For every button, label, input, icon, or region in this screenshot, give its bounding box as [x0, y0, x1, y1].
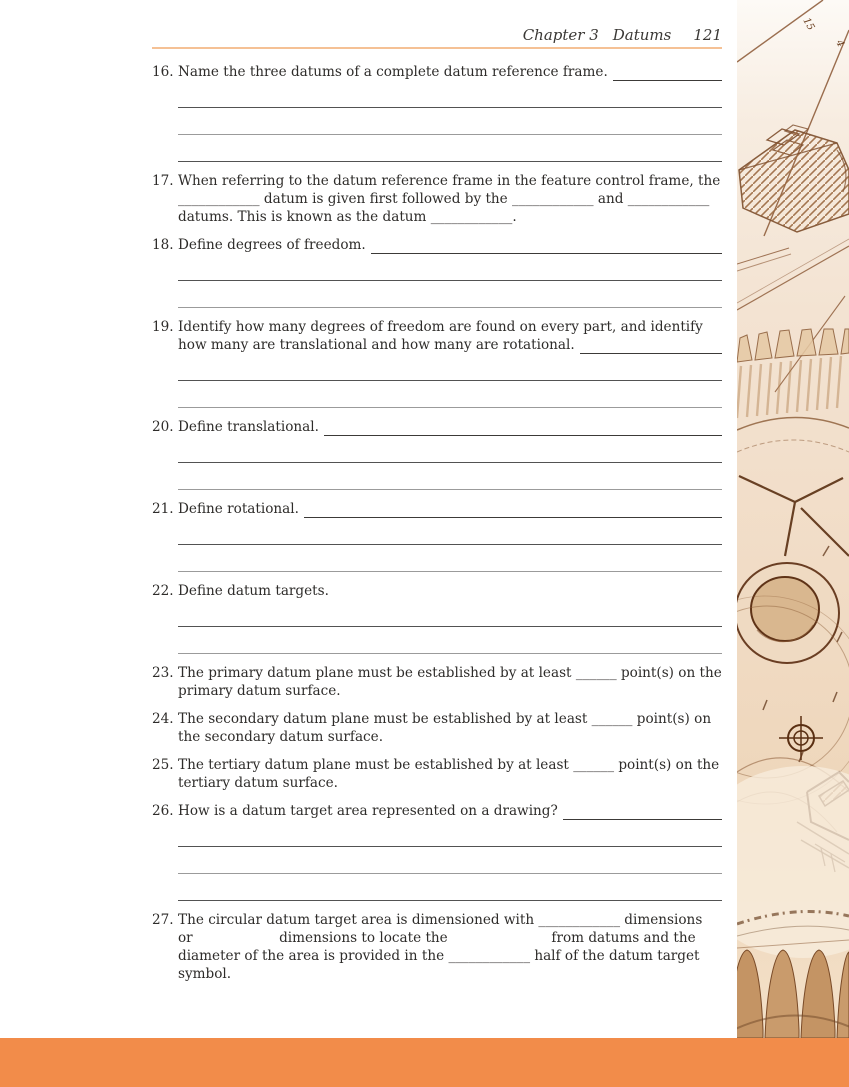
answer-ruled-line: [178, 381, 722, 408]
question-line: [178, 63, 722, 81]
dimension-label-4: 4: [833, 38, 847, 50]
answer-ruled-line: [178, 627, 722, 654]
answer-ruled-line: [178, 436, 722, 463]
question-text: Define rotational.: [178, 501, 299, 517]
question-item: [152, 710, 722, 746]
question-number: 18.: [152, 237, 174, 253]
question-line: [178, 965, 722, 983]
question-item: [152, 236, 722, 308]
answer-ruled-line: [178, 135, 722, 162]
question-text: datums. This is known as the datum ____________.: [178, 209, 517, 225]
answer-ruled-line: [178, 545, 722, 572]
question-line: [178, 336, 722, 354]
question-item: [152, 756, 722, 792]
header-rule: [152, 47, 722, 49]
question-item: [152, 664, 722, 700]
question-text: how many are translational and how many are rotational.: [178, 337, 575, 353]
question-line: [178, 172, 722, 190]
question-number: 23.: [152, 665, 174, 681]
question-line: [178, 318, 722, 336]
answer-ruled-line: [178, 874, 722, 901]
question-item: [152, 63, 722, 162]
question-text: The secondary datum plane must be established by at least ______ point(s) on: [178, 711, 712, 727]
question-line: [178, 774, 722, 792]
question-item: [152, 318, 722, 408]
question-line: [178, 236, 722, 254]
question-line: [178, 756, 722, 774]
question-body: [178, 710, 722, 746]
page-content: [152, 0, 722, 983]
decorative-sidebar: [737, 0, 849, 1038]
question-text: diameter of the area is provided in the ____________ half of the datum target: [178, 948, 700, 964]
question-text: the secondary datum surface.: [178, 729, 384, 745]
question-text: Define datum targets.: [178, 583, 329, 599]
question-number: 24.: [152, 711, 174, 727]
question-line: [178, 500, 722, 518]
question-text: The primary datum plane must be established by at least ______ point(s) on the: [178, 665, 722, 681]
answer-ruled-line: [178, 254, 722, 281]
question-text: tertiary datum surface.: [178, 775, 338, 791]
question-body: [178, 172, 722, 226]
question-line: [178, 728, 722, 746]
question-body: [178, 756, 722, 792]
answer-ruled-line: [178, 463, 722, 490]
dimension-label-15: 15: [800, 16, 817, 33]
question-number: 16.: [152, 64, 174, 80]
question-text: When referring to the datum reference frame in the feature control frame, the: [178, 173, 721, 189]
question-body: [178, 63, 722, 162]
answer-ruled-line: [178, 820, 722, 847]
page-header: [152, 0, 722, 44]
answer-blank-line: [563, 804, 722, 820]
footer-accent-bar: [0, 1038, 849, 1087]
answer-ruled-line: [178, 518, 722, 545]
page-number: 121: [693, 26, 722, 44]
question-text: Identify how many degrees of freedom are found on every part, and identify: [178, 319, 703, 335]
question-item: [152, 172, 722, 226]
answer-ruled-line: [178, 108, 722, 135]
question-text: Name the three datums of a complete datum reference frame.: [178, 64, 608, 80]
question-line: [178, 582, 722, 600]
question-text: Define translational.: [178, 419, 319, 435]
bottom-gear-artwork: [737, 766, 849, 1038]
answer-blank-line: [324, 420, 722, 436]
question-text: ____________ datum is given first followed by the ____________ and ____________: [178, 191, 710, 207]
answer-ruled-line: [178, 281, 722, 308]
answer-blank-line: [580, 338, 722, 354]
question-text: The circular datum target area is dimensioned with ____________ dimensions: [178, 912, 703, 928]
answer-ruled-line: [178, 847, 722, 874]
question-line: [178, 664, 722, 682]
question-body: [178, 418, 722, 490]
question-item: [152, 500, 722, 572]
question-body: [178, 664, 722, 700]
question-number: 20.: [152, 419, 174, 435]
question-item: [152, 418, 722, 490]
question-line: [178, 802, 722, 820]
question-line: [178, 947, 722, 965]
question-body: [178, 911, 722, 983]
question-body: [178, 236, 722, 308]
question-text: or dimensions to locate the from datums and the: [178, 930, 696, 946]
technical-drawing-artwork: [737, 0, 849, 1038]
chapter-label: Chapter 3: [522, 26, 599, 44]
question-text: symbol.: [178, 966, 232, 982]
answer-ruled-line: [178, 600, 722, 627]
answer-ruled-line: [178, 81, 722, 108]
question-number: 25.: [152, 757, 174, 773]
question-line: [178, 418, 722, 436]
question-number: 17.: [152, 173, 174, 189]
question-number: 19.: [152, 319, 174, 335]
answer-blank-line: [613, 65, 722, 81]
question-list: [152, 63, 722, 983]
question-number: 27.: [152, 912, 174, 928]
question-item: [152, 802, 722, 901]
question-text: The tertiary datum plane must be established by at least ______ point(s) on the: [178, 757, 720, 773]
question-item: [152, 911, 722, 983]
question-text: primary datum surface.: [178, 683, 341, 699]
question-body: [178, 500, 722, 572]
question-number: 26.: [152, 803, 174, 819]
question-number: 22.: [152, 583, 174, 599]
question-line: [178, 929, 722, 947]
question-line: [178, 208, 722, 226]
question-body: [178, 582, 722, 654]
answer-blank-line: [371, 238, 722, 254]
question-line: [178, 190, 722, 208]
question-line: [178, 710, 722, 728]
question-body: [178, 802, 722, 901]
question-text: Define degrees of freedom.: [178, 237, 366, 253]
question-text: How is a datum target area represented on a drawing?: [178, 803, 558, 819]
question-line: [178, 911, 722, 929]
answer-blank-line: [304, 502, 722, 518]
question-body: [178, 318, 722, 408]
question-number: 21.: [152, 501, 174, 517]
answer-ruled-line: [178, 354, 722, 381]
question-line: [178, 682, 722, 700]
question-item: [152, 582, 722, 654]
section-label: Datums: [612, 26, 672, 44]
